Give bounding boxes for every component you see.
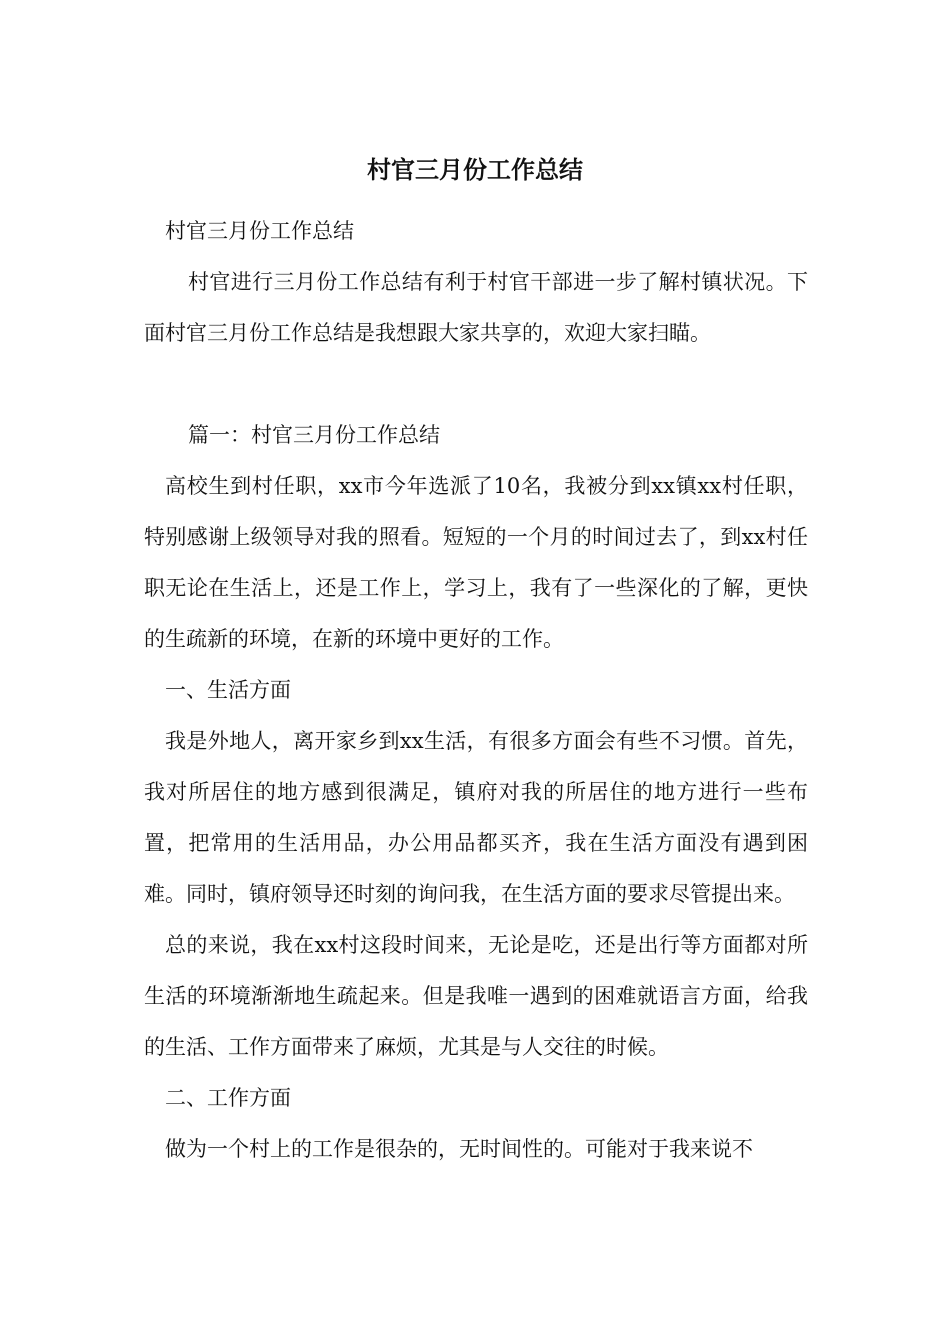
subheading-life: 一、生活方面 — [165, 678, 291, 702]
document-body — [144, 206, 808, 1175]
body-paragraph: 高校生到村任职，xx市今年选派了10名，我被分到xx镇xx村任职，特别感谢上级领导对我的照看。短短的一个月的时间过去了，到xx村任职无论在生活上，还是工作上，学习上，我有了一些深化的了解，更快的生疏新的环境，在新的环境中更好的工作。 — [144, 474, 808, 651]
subheading-work: 二、工作方面 — [165, 1086, 291, 1110]
intro-paragraph: 村官进行三月份工作总结有利于村官干部进一步了解村镇状况。下面村官三月份工作总结是我想跟大家共享的，欢迎大家扫瞄。 — [144, 270, 808, 345]
document-title: 村官三月份工作总结 — [367, 156, 583, 184]
blank-line — [144, 359, 808, 410]
section-heading: 篇一：村官三月份工作总结 — [188, 423, 440, 447]
body-paragraph: 我是外地人，离开家乡到xx生活，有很多方面会有些不习惯。首先，我对所居住的地方感到很满足，镇府对我的所居住的地方进行一些布置，把常用的生活用品，办公用品都买齐，我在生活方面没有遇到困难。同时，镇府领导还时刻的询问我，在生活方面的要求尽管提出来。 — [144, 729, 808, 906]
document-subtitle: 村官三月份工作总结 — [165, 219, 354, 243]
body-paragraph: 总的来说，我在xx村这段时间来，无论是吃，还是出行等方面都对所生活的环境渐渐地生疏起来。但是我唯一遇到的困难就语言方面，给我的生活、工作方面带来了麻烦，尤其是与人交往的时候。 — [144, 933, 808, 1059]
body-paragraph: 做为一个村上的工作是很杂的，无时间性的。可能对于我来说不 — [165, 1137, 753, 1161]
